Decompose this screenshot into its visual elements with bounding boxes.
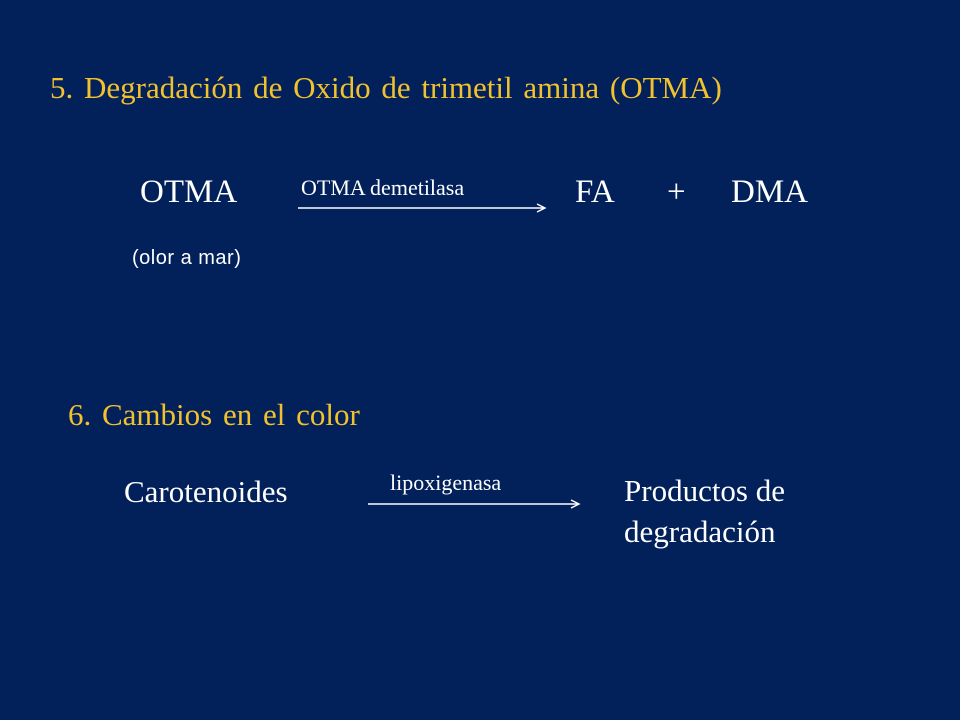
section-5-heading: 5. Degradación de Oxido de trimetil amina (OTMA) [50,70,722,105]
product-degradacion: Productos de degradación [624,473,786,550]
reaction-arrow-1 [298,202,548,214]
reactant-otma: OTMA [140,174,238,210]
plus-sign: + [667,174,686,210]
reactant-carotenoides: Carotenoides [124,474,288,509]
section-6-heading: 6. Cambios en el color [68,397,360,432]
enzyme-label-lipoxigenasa: lipoxigenasa [390,470,502,495]
reaction-arrow-2 [368,498,582,510]
reactant-note: (olor a mar) [132,247,242,269]
enzyme-label-otma-demetilasa: OTMA demetilasa [301,175,465,200]
product-dma: DMA [731,174,809,210]
product-fa: FA [575,174,615,210]
